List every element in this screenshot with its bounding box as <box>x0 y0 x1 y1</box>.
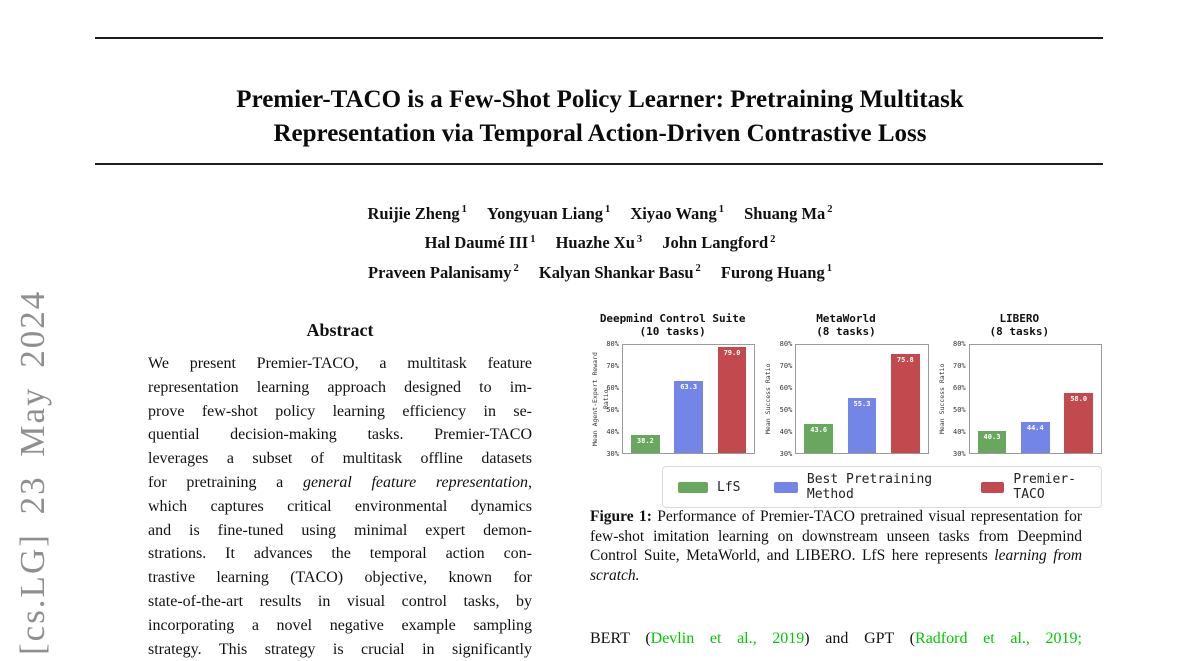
chart-title-line: Deepmind Control Suite <box>599 312 746 325</box>
y-tick-label: 40% <box>953 428 966 436</box>
chart-panel-dmc <box>590 312 755 458</box>
text-segment: leverages a subset of multitask offline datasets <box>148 450 532 468</box>
author-name: Furong Huang $^1$ <box>720 262 832 282</box>
y-tick-label: 80% <box>953 340 966 348</box>
author-name: Praveen Palanisamy $^2$ <box>368 262 519 282</box>
chart-title <box>590 312 755 338</box>
y-tick-label: 60% <box>779 384 793 392</box>
y-tick-label: 80% <box>606 340 619 348</box>
abstract-line <box>148 471 532 495</box>
text-segment: Performance of Premier-TACO pretrained visual representation for few-shot imitation learning on downstream unseen tasks from Deepmind Control Suite, MetaWorld, and LIBERO. LfS here represents <box>590 508 1082 565</box>
text-segment: representation learning approach designed to im- <box>148 378 532 396</box>
y-tick-label: 70% <box>779 362 793 370</box>
y-tick-label: 30% <box>779 450 793 458</box>
chart-title-line: MetaWorld <box>816 312 876 325</box>
y-axis-label: Mean Success Ratio <box>764 363 773 435</box>
legend-swatch-blue <box>774 482 797 493</box>
text-segment: prove few-shot policy learning efficiency in se- <box>148 402 532 420</box>
affiliation-superscript: 3 <box>636 233 643 245</box>
y-axis-ticks <box>948 340 969 458</box>
abstract-line <box>148 400 532 424</box>
author-name: Hal Daumé III $^1$ <box>424 233 536 252</box>
abstract-line <box>148 447 532 471</box>
bar-lfs <box>978 431 1007 453</box>
figure-1 <box>590 312 1102 508</box>
horizontal-rule-under-title <box>95 163 1103 165</box>
y-tick-label: 40% <box>779 428 793 436</box>
legend-item-best-pretraining <box>774 472 947 502</box>
chart-title-line: LIBERO <box>999 312 1040 325</box>
affiliation-superscript: 1 <box>826 263 832 274</box>
legend-item-lfs <box>678 480 740 495</box>
bar-premier-taco <box>891 354 920 453</box>
text-segment: BERT ( <box>590 630 651 647</box>
text-segment: for pretraining a <box>148 473 303 491</box>
affiliation-superscript: 1 <box>461 204 467 215</box>
abstract-line <box>148 376 532 400</box>
legend-swatch-red <box>981 482 1004 493</box>
abstract-body <box>148 352 532 661</box>
y-tick-label: 50% <box>779 406 793 414</box>
bar-value-label: 40.3 <box>983 432 1001 441</box>
text-segment: quential decision-making tasks. Premier-TACO <box>148 426 532 444</box>
affiliation-superscript: 2 <box>695 263 701 274</box>
bar-best-pretraining-method <box>674 381 703 453</box>
chart-body <box>763 340 928 458</box>
chart-panel-metaworld <box>763 312 928 458</box>
author-name: Shuang Ma $^2$ <box>744 203 833 223</box>
author-line <box>150 227 1050 257</box>
y-tick-label: 60% <box>606 384 619 392</box>
y-tick-label: 70% <box>606 362 619 370</box>
text-segment: Figure 1: <box>590 508 652 525</box>
abstract-line <box>148 590 532 614</box>
affiliation-superscript: 1 <box>718 204 724 215</box>
plot-area <box>969 344 1102 454</box>
text-segment: strategy. This strategy is crucial in significantly <box>148 640 532 658</box>
legend-label: Best Pretraining Method <box>806 472 933 502</box>
text-segment: learning from scratch. <box>590 547 1083 584</box>
text-segment: trastive learning (TACO) objective, known for <box>148 569 532 587</box>
text-segment: We present Premier-TACO, a multitask feature <box>148 355 532 372</box>
y-tick-label: 30% <box>953 450 966 458</box>
chart-body <box>590 340 755 458</box>
text-segment: and is fine-tuned using minimal expert demon- <box>148 521 532 539</box>
plot-area <box>622 344 755 454</box>
text-segment: incorporating a novel negative example sampling <box>148 616 532 634</box>
author-line <box>150 256 1050 286</box>
text-segment: strations. It advances the temporal action con- <box>148 545 532 563</box>
affiliation-superscript: 1 <box>605 204 611 215</box>
abstract-line <box>148 542 532 566</box>
legend-swatch-green <box>678 482 708 493</box>
text-segment: general feature representation <box>302 473 529 491</box>
author-name: Xiyao Wang $^1$ <box>630 203 724 223</box>
bar-value-label: 63.3 <box>680 383 698 392</box>
abstract-line <box>148 614 532 638</box>
bar-premier-taco <box>1064 393 1093 453</box>
author-name: Kalyan Shankar Basu $^2$ <box>538 262 701 282</box>
chart-body <box>937 340 1102 458</box>
chart-legend <box>662 466 1102 508</box>
legend-item-premier-taco <box>981 472 1086 502</box>
body-text-line <box>590 630 1082 648</box>
y-axis-label: Mean Agent-Expert Reward Ratio <box>591 352 610 446</box>
y-tick-label: 60% <box>953 384 966 392</box>
abstract-line <box>148 495 532 519</box>
author-name: Ruijie Zheng $^1$ <box>367 203 467 223</box>
citation-link[interactable]: Radford et al., 2019; <box>915 630 1082 647</box>
author-line <box>150 197 1050 227</box>
chart-panel-libero <box>937 312 1102 458</box>
y-tick-label: 30% <box>606 450 619 458</box>
legend-label: Premier-TACO <box>1013 472 1076 502</box>
y-tick-label: 40% <box>606 428 619 436</box>
bar-lfs <box>631 435 660 453</box>
text-segment: ) and GPT ( <box>804 630 916 647</box>
figure-caption <box>590 507 1082 585</box>
bar-value-label: 79.0 <box>723 349 741 358</box>
author-name: John Langford $^2$ <box>662 233 776 252</box>
bar-value-label: 38.2 <box>636 437 654 446</box>
arxiv-watermark: [cs.LG] 23 May 2024 <box>13 289 52 655</box>
bar-premier-taco <box>718 347 747 453</box>
author-block <box>150 197 1050 286</box>
chart-title <box>937 312 1102 338</box>
author-name: Huazhe Xu $^3$ <box>555 233 643 252</box>
bar-value-label: 43.6 <box>810 425 828 434</box>
abstract-line <box>148 566 532 590</box>
y-tick-label: 50% <box>606 406 619 414</box>
bar-value-label: 55.3 <box>853 400 871 409</box>
citation-link[interactable]: Devlin et al., 2019 <box>650 630 805 647</box>
affiliation-superscript: 2 <box>513 263 519 274</box>
affiliation-superscript: 1 <box>530 233 536 245</box>
chart-subtitle: (10 tasks) <box>639 325 706 338</box>
legend-label: LfS <box>717 479 741 495</box>
y-axis-ticks <box>601 340 622 458</box>
author-name: Yongyuan Liang $^1$ <box>487 203 611 223</box>
y-axis-label: Mean Success Ratio <box>937 363 946 435</box>
text-segment: state-of-the-art results in visual control tasks, by <box>148 592 532 610</box>
chart-subtitle: (8 tasks) <box>989 325 1050 338</box>
text-segment: which captures critical environmental dynamics <box>148 497 532 515</box>
y-axis-ticks <box>774 340 795 458</box>
abstract-heading: Abstract <box>306 320 374 340</box>
bar-value-label: 75.8 <box>896 356 914 365</box>
chart-title <box>763 312 928 338</box>
bar-value-label: 58.0 <box>1070 394 1088 403</box>
bar-best-pretraining-method <box>848 398 877 453</box>
abstract-line <box>148 519 532 543</box>
bar-best-pretraining-method <box>1021 422 1050 453</box>
abstract-line <box>148 638 532 661</box>
y-tick-label: 50% <box>953 406 966 414</box>
y-tick-label: 70% <box>953 362 966 370</box>
chart-subtitle: (8 tasks) <box>816 325 876 338</box>
bar-value-label: 44.4 <box>1026 423 1044 432</box>
horizontal-rule-top <box>95 37 1103 39</box>
abstract-line <box>148 352 532 376</box>
y-tick-label: 80% <box>779 340 793 348</box>
text-segment: , <box>528 473 533 491</box>
plot-area <box>795 344 928 454</box>
charts-row <box>590 312 1102 458</box>
abstract-line <box>148 423 532 447</box>
affiliation-superscript: 2 <box>827 204 833 215</box>
affiliation-superscript: 2 <box>770 233 776 245</box>
paper-title: Premier-TACO is a Few-Shot Policy Learner: Pretraining Multitask Representation via Temporal Action-Driven Contrastive Loss <box>236 85 964 147</box>
bar-lfs <box>804 424 833 453</box>
